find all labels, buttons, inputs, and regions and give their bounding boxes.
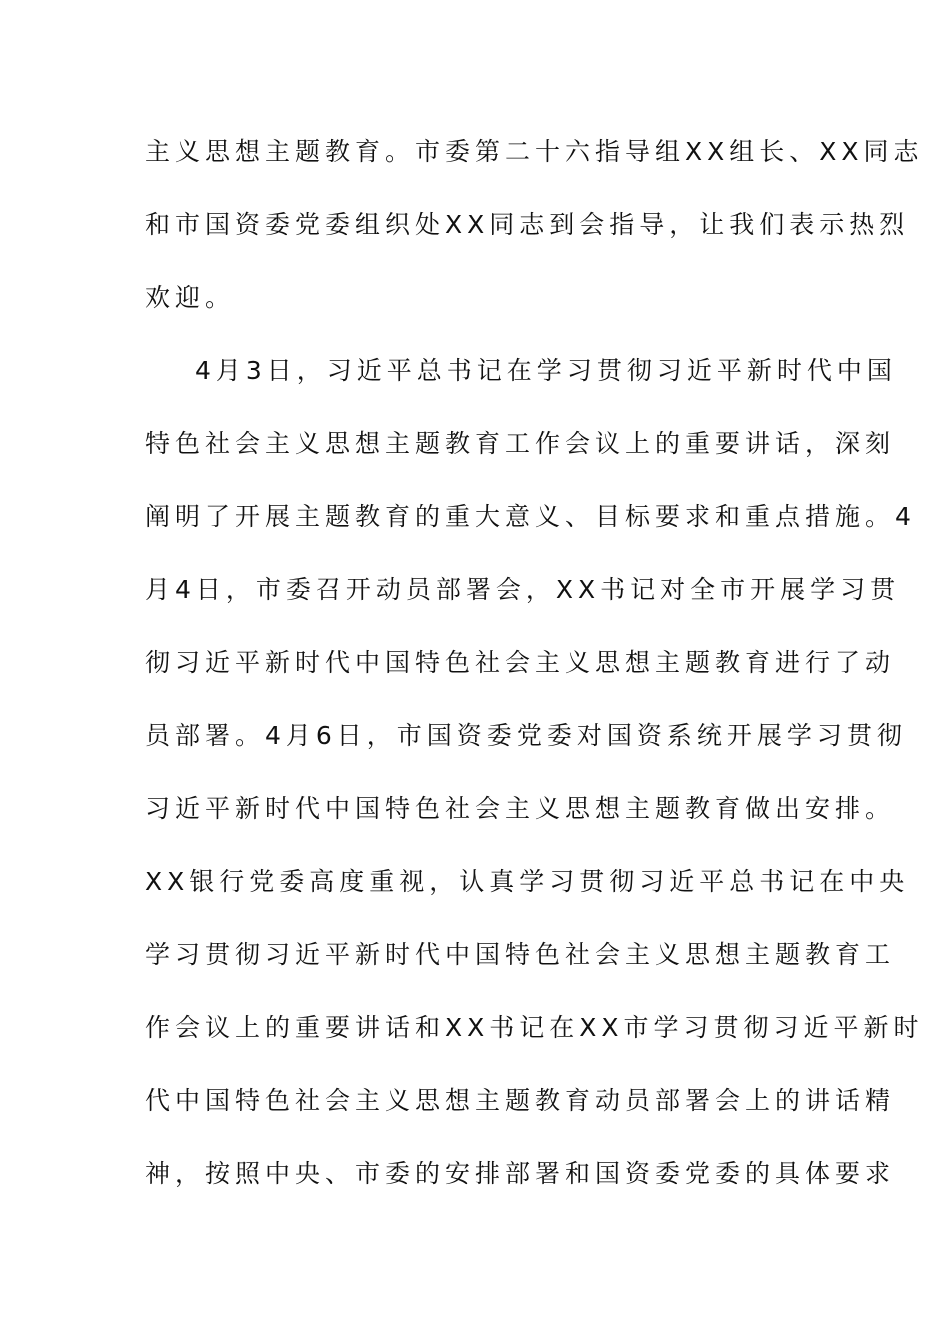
text-line: 习近平新时代中国特色社会主义思想主题教育做出安排。 xyxy=(145,794,896,823)
text-line: 作会议上的重要讲话和XX书记在XX市学习贯彻习近平新时 xyxy=(145,1013,924,1042)
text-line: 学习贯彻习近平新时代中国特色社会主义思想主题教育工 xyxy=(145,940,896,969)
text-line: 阐明了开展主题教育的重大意义、目标要求和重点措施。4 xyxy=(145,502,916,531)
text-line: 神，按照中央、市委的安排部署和国资委党委的具体要求 xyxy=(145,1159,896,1188)
text-line: XX银行党委高度重视，认真学习贯彻习近平总书记在中央 xyxy=(145,867,910,896)
text-line: 特色社会主义思想主题教育工作会议上的重要讲话，深刻 xyxy=(145,429,896,458)
text-line: 彻习近平新时代中国特色社会主义思想主题教育进行了动 xyxy=(145,648,896,677)
text-line: 代中国特色社会主义思想主题教育动员部署会上的讲话精 xyxy=(145,1086,896,1115)
body-text xyxy=(145,126,924,1221)
text-line: 月4日，市委召开动员部署会，XX书记对全市开展学习贯 xyxy=(145,575,901,604)
text-line: 员部署。4月6日，市国资委党委对国资系统开展学习贯彻 xyxy=(145,721,907,750)
text-line: 和市国资委党委组织处XX同志到会指导，让我们表示热烈 xyxy=(145,210,910,239)
text-line: 主义思想主题教育。市委第二十六指导组XX组长、XX同志 xyxy=(145,137,924,166)
paragraph-start-line: 4月3日，习近平总书记在学习贯彻习近平新时代中国 xyxy=(195,356,897,385)
text-line: 欢迎。 xyxy=(145,283,236,312)
